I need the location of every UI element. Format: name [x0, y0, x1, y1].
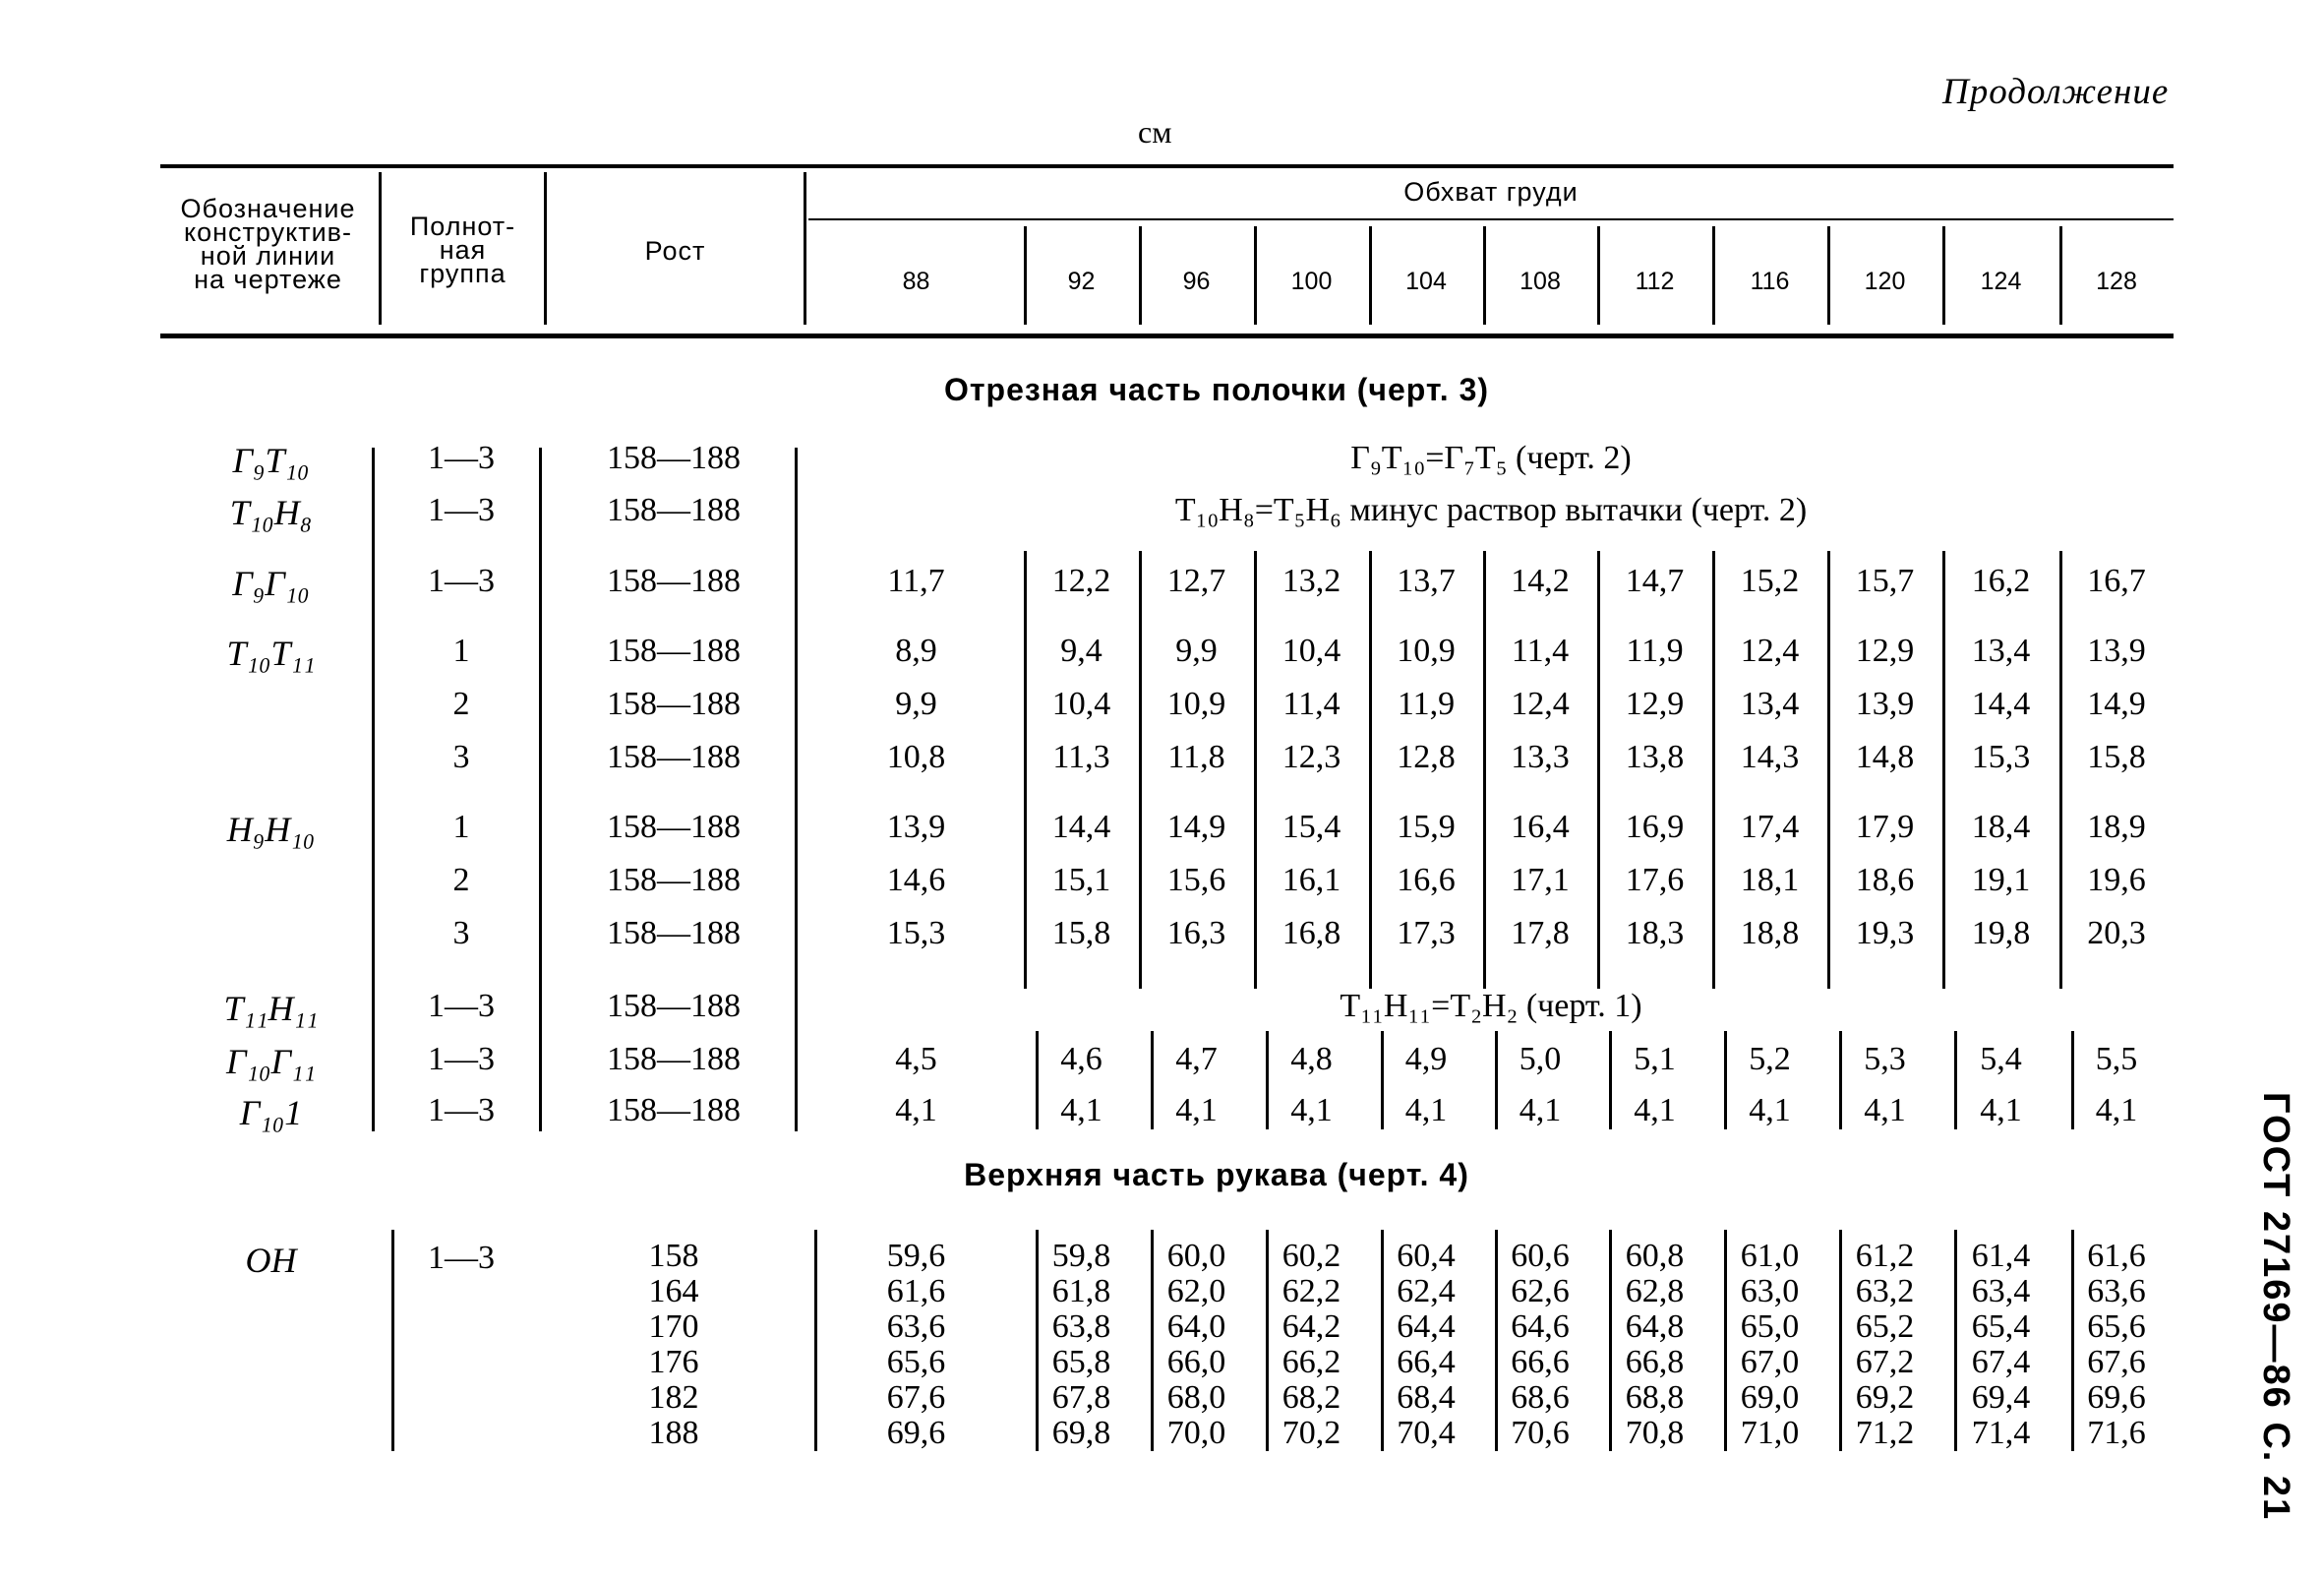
- value-cell: 5,3: [1864, 1041, 1906, 1077]
- value-cell: 5,1: [1634, 1041, 1676, 1077]
- value-cell: 62,4: [1397, 1273, 1456, 1309]
- row-group: 3: [452, 739, 470, 775]
- value-cell: 15,1: [1051, 862, 1111, 898]
- header-chest-value: 100: [1290, 268, 1333, 295]
- row-height: 188: [648, 1415, 699, 1451]
- header-group-line: группа: [419, 259, 507, 288]
- value-cell: 4,1: [1980, 1092, 2022, 1128]
- value-cell: 11,8: [1167, 739, 1225, 775]
- value-cell: 14,8: [1855, 739, 1915, 775]
- value-cell: 18,9: [2087, 809, 2146, 845]
- value-cell: 59,6: [886, 1238, 946, 1274]
- value-cell: 19,8: [1971, 915, 2031, 951]
- value-cell: 9,9: [895, 686, 937, 722]
- value-cell: 15,7: [1855, 563, 1915, 599]
- value-cell: 12,7: [1166, 563, 1226, 599]
- value-cell: 4,1: [1404, 1092, 1448, 1128]
- value-cell: 17,4: [1740, 809, 1800, 845]
- value-cell: 66,0: [1166, 1344, 1226, 1380]
- value-cell: 4,1: [895, 1092, 937, 1128]
- value-cell: 18,8: [1740, 915, 1800, 951]
- value-cell: 69,8: [1051, 1415, 1111, 1451]
- value-cell: 10,9: [1166, 686, 1226, 722]
- body-column-rule: [539, 448, 542, 1131]
- row-group: 2: [452, 686, 470, 722]
- value-cell: 60,4: [1397, 1238, 1456, 1274]
- value-cell: 18,1: [1740, 862, 1800, 898]
- value-cell: 13,4: [1740, 686, 1800, 722]
- value-cell: 65,4: [1971, 1308, 2031, 1345]
- row-label: ОН: [245, 1241, 297, 1280]
- value-cell: 67,2: [1855, 1344, 1915, 1380]
- row-label: Г₁₀Г₁₁: [225, 1042, 317, 1081]
- header-designation-line: ной линии: [200, 241, 336, 271]
- value-cell: 17,6: [1625, 862, 1685, 898]
- value-cell: 14,2: [1511, 563, 1570, 599]
- value-cell: 60,8: [1625, 1238, 1685, 1274]
- value-cell: 69,0: [1740, 1379, 1800, 1416]
- value-cell: 64,8: [1625, 1308, 1685, 1345]
- value-cell: 10,4: [1051, 686, 1111, 722]
- header-chest-value: 88: [902, 268, 930, 295]
- value-cell: 68,2: [1281, 1379, 1341, 1416]
- value-cell: 11,9: [1397, 686, 1456, 722]
- header-group-line: ная: [439, 235, 487, 265]
- value-cell: 66,6: [1511, 1344, 1570, 1380]
- value-cell: 4,7: [1175, 1041, 1218, 1077]
- value-cell: 15,4: [1281, 809, 1341, 845]
- value-cell: 65,0: [1740, 1308, 1800, 1345]
- value-cell: 8,9: [895, 633, 937, 669]
- continuation-label: Продолжение: [1942, 72, 2170, 112]
- value-cell: 17,3: [1397, 915, 1456, 951]
- value-cell: 12,8: [1397, 739, 1456, 775]
- value-cell: 11,7: [887, 563, 945, 599]
- value-cell: 65,6: [886, 1344, 946, 1380]
- header-chest-value: 92: [1067, 268, 1096, 295]
- value-cell: 15,2: [1740, 563, 1800, 599]
- row-group: 2: [452, 862, 470, 898]
- value-cell: 12,9: [1625, 686, 1685, 722]
- value-cell: 13,8: [1625, 739, 1685, 775]
- row-height: 176: [648, 1344, 699, 1380]
- value-cell: 66,4: [1397, 1344, 1456, 1380]
- header-designation-line: на чертеже: [194, 265, 342, 294]
- value-cell: 16,6: [1397, 862, 1456, 898]
- row-height: 158—188: [607, 686, 741, 722]
- value-cell: 11,3: [1052, 739, 1110, 775]
- value-cell: 10,9: [1397, 633, 1456, 669]
- value-cell: 71,0: [1740, 1415, 1800, 1451]
- value-cell: 62,0: [1166, 1273, 1226, 1309]
- row-label: Т₁₁Н₁₁: [223, 989, 319, 1028]
- row-height: 182: [648, 1379, 699, 1416]
- value-cell: 63,8: [1051, 1308, 1111, 1345]
- row-label: Н₉Н₁₀: [226, 810, 316, 849]
- header-chest-value: 112: [1635, 268, 1675, 295]
- header-chest-value: 120: [1864, 268, 1906, 295]
- value-cell: 61,6: [886, 1273, 946, 1309]
- row-height: 158—188: [607, 739, 741, 775]
- value-cell: 13,3: [1511, 739, 1570, 775]
- row-height: 158—188: [607, 988, 741, 1024]
- value-cell: 4,9: [1404, 1041, 1448, 1077]
- value-cell: 69,6: [2087, 1379, 2146, 1416]
- value-cell: 4,1: [1175, 1092, 1218, 1128]
- row-height: 158—188: [607, 492, 741, 528]
- value-cell: 67,8: [1051, 1379, 1111, 1416]
- value-cell: 61,0: [1740, 1238, 1800, 1274]
- value-cell: 61,4: [1971, 1238, 2031, 1274]
- value-cell: 19,3: [1855, 915, 1915, 951]
- header-chest-value: 108: [1520, 268, 1561, 295]
- value-cell: 20,3: [2087, 915, 2146, 951]
- value-cell: 13,7: [1397, 563, 1456, 599]
- value-cell: 12,4: [1740, 633, 1800, 669]
- row-group: 1—3: [428, 440, 495, 476]
- value-cell: 15,8: [2087, 739, 2146, 775]
- value-cell: 5,0: [1519, 1041, 1562, 1077]
- value-cell: 15,3: [1971, 739, 2031, 775]
- value-cell: 16,7: [2087, 563, 2146, 599]
- value-cell: 65,6: [2087, 1308, 2146, 1345]
- value-cell: 14,9: [1166, 809, 1226, 845]
- value-cell: 12,4: [1511, 686, 1570, 722]
- row-height: 158—188: [607, 563, 741, 599]
- value-cell: 13,4: [1971, 633, 2031, 669]
- side-standard-label: ГОСТ 27169—86 С. 21: [2255, 1092, 2296, 1522]
- row-group: 3: [452, 915, 470, 951]
- row-height: 158—188: [607, 862, 741, 898]
- value-cell: 71,4: [1971, 1415, 2031, 1451]
- header-chest-value: 128: [2096, 268, 2137, 295]
- value-cell: 16,2: [1971, 563, 2031, 599]
- value-cell: 4,6: [1060, 1041, 1102, 1077]
- value-cell: 4,1: [1290, 1092, 1333, 1128]
- header-designation: [157, 194, 379, 294]
- unit-label: см: [1138, 114, 1172, 150]
- value-cell: 68,6: [1511, 1379, 1570, 1416]
- value-cell: 65,2: [1855, 1308, 1915, 1345]
- value-cell: 4,1: [1519, 1092, 1562, 1128]
- value-cell: 16,9: [1625, 809, 1685, 845]
- value-cell: 64,4: [1397, 1308, 1456, 1345]
- value-cell: 16,1: [1281, 862, 1341, 898]
- header-sep-col3: [804, 172, 806, 325]
- row-height: 164: [648, 1273, 699, 1309]
- row-label: Т₁₀Т₁₁: [226, 634, 316, 673]
- value-cell: 4,1: [1060, 1092, 1102, 1128]
- value-cell: 11,4: [1511, 633, 1570, 669]
- value-cell: 12,9: [1855, 633, 1915, 669]
- header-group-rule: [808, 218, 2174, 220]
- value-cell: 5,5: [2095, 1041, 2138, 1077]
- row-group: 1—3: [428, 1240, 495, 1276]
- value-cell: 15,3: [886, 915, 946, 951]
- row-group: 1—3: [428, 1041, 495, 1077]
- value-cell: 4,8: [1290, 1041, 1333, 1077]
- value-cell: 11,9: [1626, 633, 1684, 669]
- value-cell: 67,6: [2087, 1344, 2146, 1380]
- value-cell: 4,5: [895, 1041, 937, 1077]
- value-cell: 18,6: [1855, 862, 1915, 898]
- header-group-line: Полнот-: [409, 212, 516, 241]
- value-cell: 63,2: [1855, 1273, 1915, 1309]
- value-cell: 18,3: [1625, 915, 1685, 951]
- value-cell: 14,6: [886, 862, 946, 898]
- value-cell: 70,8: [1625, 1415, 1685, 1451]
- row-height: 158—188: [607, 809, 741, 845]
- body-column-rule: [795, 448, 798, 1131]
- value-cell: 63,4: [1971, 1273, 2031, 1309]
- header-bottom-rule: [160, 334, 2174, 338]
- value-cell: 61,2: [1855, 1238, 1915, 1274]
- value-cell: 63,0: [1740, 1273, 1800, 1309]
- value-cell: 63,6: [2087, 1273, 2146, 1309]
- value-cell: 62,6: [1511, 1273, 1570, 1309]
- value-cell: 62,8: [1625, 1273, 1685, 1309]
- header-top-rule: [160, 164, 2174, 168]
- value-cell: 68,0: [1166, 1379, 1226, 1416]
- value-cell: 60,0: [1166, 1238, 1226, 1274]
- value-cell: 13,9: [2087, 633, 2146, 669]
- row-group: 1—3: [428, 563, 495, 599]
- row-label: Г₉Т₁₀: [232, 441, 310, 480]
- value-cell: 9,9: [1175, 633, 1218, 669]
- value-cell: 67,4: [1971, 1344, 2031, 1380]
- header-chest-value: 124: [1980, 268, 2022, 295]
- value-cell: 67,6: [886, 1379, 946, 1416]
- row-height: 158—188: [607, 440, 741, 476]
- row-height: 170: [648, 1308, 699, 1345]
- value-cell: 13,9: [886, 809, 946, 845]
- section2-title: Верхняя часть рукава (черт. 4): [964, 1157, 1469, 1192]
- header-chest-girth: Обхват груди: [1403, 177, 1579, 207]
- value-cell: 12,2: [1051, 563, 1111, 599]
- value-cell: 9,4: [1060, 633, 1102, 669]
- value-cell: 68,4: [1397, 1379, 1456, 1416]
- value-cell: 63,6: [886, 1308, 946, 1345]
- header-chest-value: 96: [1182, 268, 1211, 295]
- header-designation-line: конструктив-: [183, 217, 353, 247]
- row-height: 158: [648, 1238, 699, 1274]
- value-cell: 4,1: [1864, 1092, 1906, 1128]
- value-cell: 14,4: [1971, 686, 2031, 722]
- value-cell: 62,2: [1281, 1273, 1341, 1309]
- value-cell: 70,4: [1397, 1415, 1456, 1451]
- value-cell: 15,8: [1051, 915, 1111, 951]
- value-cell: 4,1: [1634, 1092, 1676, 1128]
- value-cell: 67,0: [1740, 1344, 1800, 1380]
- value-cell: 16,4: [1511, 809, 1570, 845]
- value-cell: 10,8: [886, 739, 946, 775]
- value-cell: 19,6: [2087, 862, 2146, 898]
- row-height: 158—188: [607, 915, 741, 951]
- value-cell: 65,8: [1051, 1344, 1111, 1380]
- value-cell: 15,6: [1166, 862, 1226, 898]
- formula-text: Г₉Т₁₀=Г₇Т₅ (черт. 2): [1350, 440, 1632, 476]
- value-cell: 60,2: [1281, 1238, 1341, 1274]
- value-cell: 64,6: [1511, 1308, 1570, 1345]
- value-cell: 4,1: [2095, 1092, 2138, 1128]
- value-cell: 17,8: [1511, 915, 1570, 951]
- value-cell: 61,8: [1051, 1273, 1111, 1309]
- row-height: 158—188: [607, 1041, 741, 1077]
- row-group: 1—3: [428, 1092, 495, 1128]
- row-label: Г₁₀1: [239, 1093, 303, 1132]
- value-cell: 61,6: [2087, 1238, 2146, 1274]
- value-cell: 69,6: [886, 1415, 946, 1451]
- value-cell: 5,4: [1980, 1041, 2022, 1077]
- row-group: 1—3: [428, 988, 495, 1024]
- value-cell: 14,3: [1740, 739, 1800, 775]
- value-cell: 17,9: [1855, 809, 1915, 845]
- value-cell: 66,8: [1625, 1344, 1685, 1380]
- value-cell: 70,0: [1166, 1415, 1226, 1451]
- value-cell: 64,0: [1166, 1308, 1226, 1345]
- value-cell: 16,8: [1281, 915, 1341, 951]
- formula-text: Т₁₀Н₈=Т₅Н₆ минус раствор вытачки (черт. 2): [1174, 492, 1808, 528]
- section1-title: Отрезная часть полочки (черт. 3): [943, 372, 1490, 407]
- value-cell: 71,2: [1855, 1415, 1915, 1451]
- formula-text: Т₁₁Н₁₁=Т₂Н₂ (черт. 1): [1340, 988, 1642, 1024]
- header-chest-value: 104: [1405, 268, 1447, 295]
- value-cell: 14,4: [1051, 809, 1111, 845]
- value-cell: 16,3: [1166, 915, 1226, 951]
- value-cell: 10,4: [1281, 633, 1341, 669]
- value-cell: 4,1: [1749, 1092, 1791, 1128]
- row-label: Т₁₀Н₈: [229, 493, 313, 532]
- value-cell: 64,2: [1281, 1308, 1341, 1345]
- row-group: 1: [452, 809, 470, 845]
- value-cell: 5,2: [1749, 1041, 1791, 1077]
- header-group: [382, 212, 544, 288]
- row-height: 158—188: [607, 1092, 741, 1128]
- value-cell: 69,4: [1971, 1379, 2031, 1416]
- value-cell: 11,4: [1282, 686, 1341, 722]
- value-cell: 17,1: [1511, 862, 1570, 898]
- value-cell: 12,3: [1281, 739, 1341, 775]
- value-cell: 60,6: [1511, 1238, 1570, 1274]
- value-cell: 69,2: [1855, 1379, 1915, 1416]
- value-cell: 18,4: [1971, 809, 2031, 845]
- value-cell: 70,6: [1511, 1415, 1570, 1451]
- value-cell: 13,9: [1855, 686, 1915, 722]
- value-cell: 13,2: [1281, 563, 1341, 599]
- row-group: 1—3: [428, 492, 495, 528]
- value-cell: 71,6: [2087, 1415, 2146, 1451]
- row-group: 1: [452, 633, 470, 669]
- value-cell: 68,8: [1625, 1379, 1685, 1416]
- value-cell: 70,2: [1281, 1415, 1341, 1451]
- value-cell: 66,2: [1281, 1344, 1341, 1380]
- value-cell: 15,9: [1397, 809, 1456, 845]
- value-cell: 14,9: [2087, 686, 2146, 722]
- row-height: 158—188: [607, 633, 741, 669]
- header-chest-value: 116: [1750, 268, 1790, 295]
- header-height: Рост: [644, 236, 706, 266]
- header-designation-line: Обозначение: [180, 194, 356, 223]
- value-cell: 14,7: [1625, 563, 1685, 599]
- row-label: Г₉Г₁₀: [232, 564, 310, 603]
- value-cell: 59,8: [1051, 1238, 1111, 1274]
- value-cell: 19,1: [1971, 862, 2031, 898]
